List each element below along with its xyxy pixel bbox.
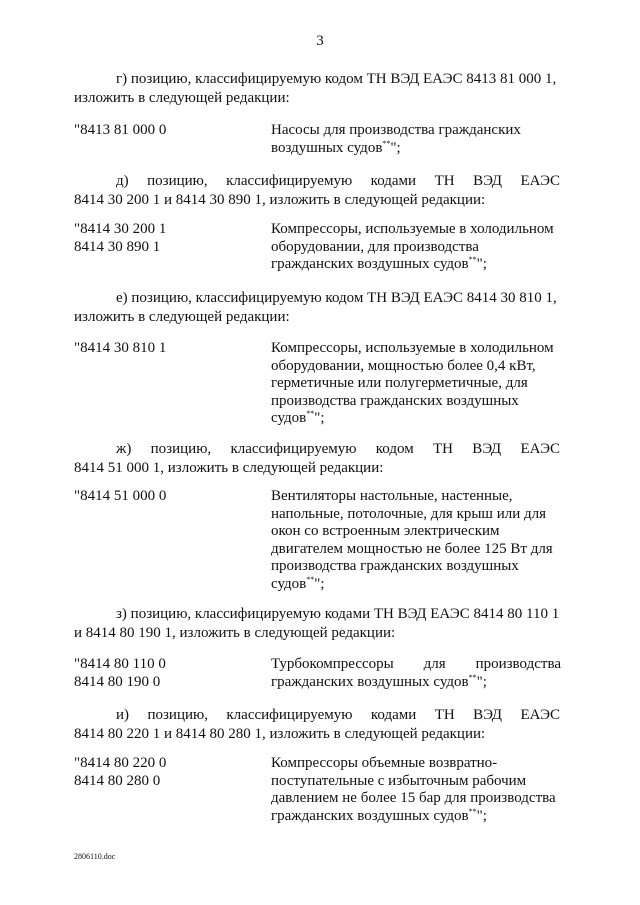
description-line: воздушных судов: [271, 139, 383, 156]
description-end: ";: [314, 410, 325, 426]
description-line: давлением не более 15 бар для производства: [271, 790, 556, 806]
section-intro: [74, 706, 560, 744]
description-line: Компрессоры объемные возвратно-: [271, 755, 498, 771]
intro-line: 8414 30 200 1 и 8414 30 890 1, изложить в следующей редакции:: [74, 192, 486, 208]
page-number: 3: [316, 33, 324, 49]
description-line: судов: [271, 410, 307, 426]
code-list: [74, 488, 264, 506]
code-list: [74, 656, 264, 691]
footnote-marker: **: [306, 574, 315, 584]
description-line: оборудовании, мощностью более 0,4 кВт,: [271, 357, 536, 374]
description-line: производства гражданских воздушных: [271, 392, 519, 409]
description-line: двигателем мощностью не более 125 Вт для: [271, 540, 553, 557]
footnote-marker: **: [382, 138, 391, 148]
footnote-marker: **: [468, 255, 477, 264]
description-line: Компрессоры, используемые в холодильном: [271, 340, 554, 356]
intro-line: изложить в следующей редакции:: [74, 309, 290, 325]
intro-line: г) позицию, классифицируемую кодом ТН ВЭД ЕАЭС 8413 81 000 1,: [116, 71, 557, 87]
description-line: гражданских воздушных судов: [271, 673, 469, 690]
description-line: Турбокомпрессоры для производства: [271, 656, 561, 672]
description: [271, 755, 561, 825]
code-item: 8414 80 280 0: [74, 772, 161, 789]
intro-line: е) позицию, классифицируемую кодом ТН ВЭД ЕАЭС 8414 30 810 1,: [116, 290, 557, 306]
footer-filename: 2806110.doc: [74, 852, 116, 861]
description-line: окон со встроенным электрическим: [271, 523, 500, 539]
section-intro: [74, 289, 560, 327]
description-end: ";: [476, 673, 487, 690]
intro-line: д) позицию, классифицируемую кодами ТН ВЭД ЕАЭС: [116, 173, 560, 189]
description: [271, 340, 561, 428]
section-intro: [74, 440, 560, 478]
description-line: гражданских воздушных судов: [271, 256, 469, 272]
code-item: "8413 81 000 0: [74, 122, 167, 138]
description-line: Вентиляторы настольные, настенные,: [271, 488, 513, 504]
description-end: ";: [314, 575, 325, 592]
description-line: судов: [271, 575, 307, 592]
description-end: ";: [476, 256, 487, 272]
description: [271, 221, 561, 274]
intro-line: ж) позицию, классифицируемую кодом ТН ВЭД ЕАЭС: [116, 441, 560, 457]
code-item: 8414 80 190 0: [74, 673, 161, 690]
section-intro: [74, 70, 560, 108]
intro-line: изложить в следующей редакции:: [74, 90, 290, 106]
intro-line: и 8414 80 190 1, изложить в следующей редакции:: [74, 625, 396, 641]
section-intro: [74, 172, 560, 210]
code-item: "8414 51 000 0: [74, 488, 167, 504]
description-line: напольные, потолочные, для крыш или для: [271, 505, 547, 522]
description-line: Компрессоры, используемые в холодильном: [271, 221, 554, 237]
intro-line: 8414 51 000 1, изложить в следующей редакции:: [74, 460, 384, 476]
code-list: [74, 755, 264, 790]
description-line: производства гражданских воздушных: [271, 558, 519, 574]
description: [271, 122, 561, 157]
description-line: поступательные с избыточным рабочим: [271, 772, 527, 789]
description-line: оборудовании, для производства: [271, 238, 479, 255]
description-end: ";: [390, 139, 401, 156]
footnote-marker: **: [306, 409, 315, 418]
description-line: Насосы для производства гражданских: [271, 122, 521, 138]
footnote-marker: **: [468, 806, 477, 816]
description: [271, 656, 561, 691]
intro-line: з) позицию, классифицируемую кодами ТН ВЭД ЕАЭС 8414 80 110 1: [116, 606, 560, 622]
intro-line: 8414 80 220 1 и 8414 80 280 1, изложить в следующей редакции:: [74, 726, 486, 742]
footnote-marker: **: [468, 672, 477, 682]
description-end: ";: [476, 807, 487, 824]
code-item: "8414 80 220 0: [74, 755, 167, 771]
code-item: "8414 80 110 0: [74, 656, 166, 672]
intro-line: и) позицию, классифицируемую кодами ТН ВЭД ЕАЭС: [116, 707, 560, 723]
section-intro: [74, 605, 560, 643]
code-item: "8414 30 200 1: [74, 221, 167, 237]
code-list: [74, 122, 264, 140]
code-list: [74, 221, 264, 256]
code-item: 8414 30 890 1: [74, 238, 161, 255]
description-line: герметичные или полугерметичные, для: [271, 375, 528, 391]
code-list: [74, 340, 264, 358]
code-item: "8414 30 810 1: [74, 340, 167, 356]
description-line: гражданских воздушных судов: [271, 807, 469, 824]
description: [271, 488, 561, 593]
